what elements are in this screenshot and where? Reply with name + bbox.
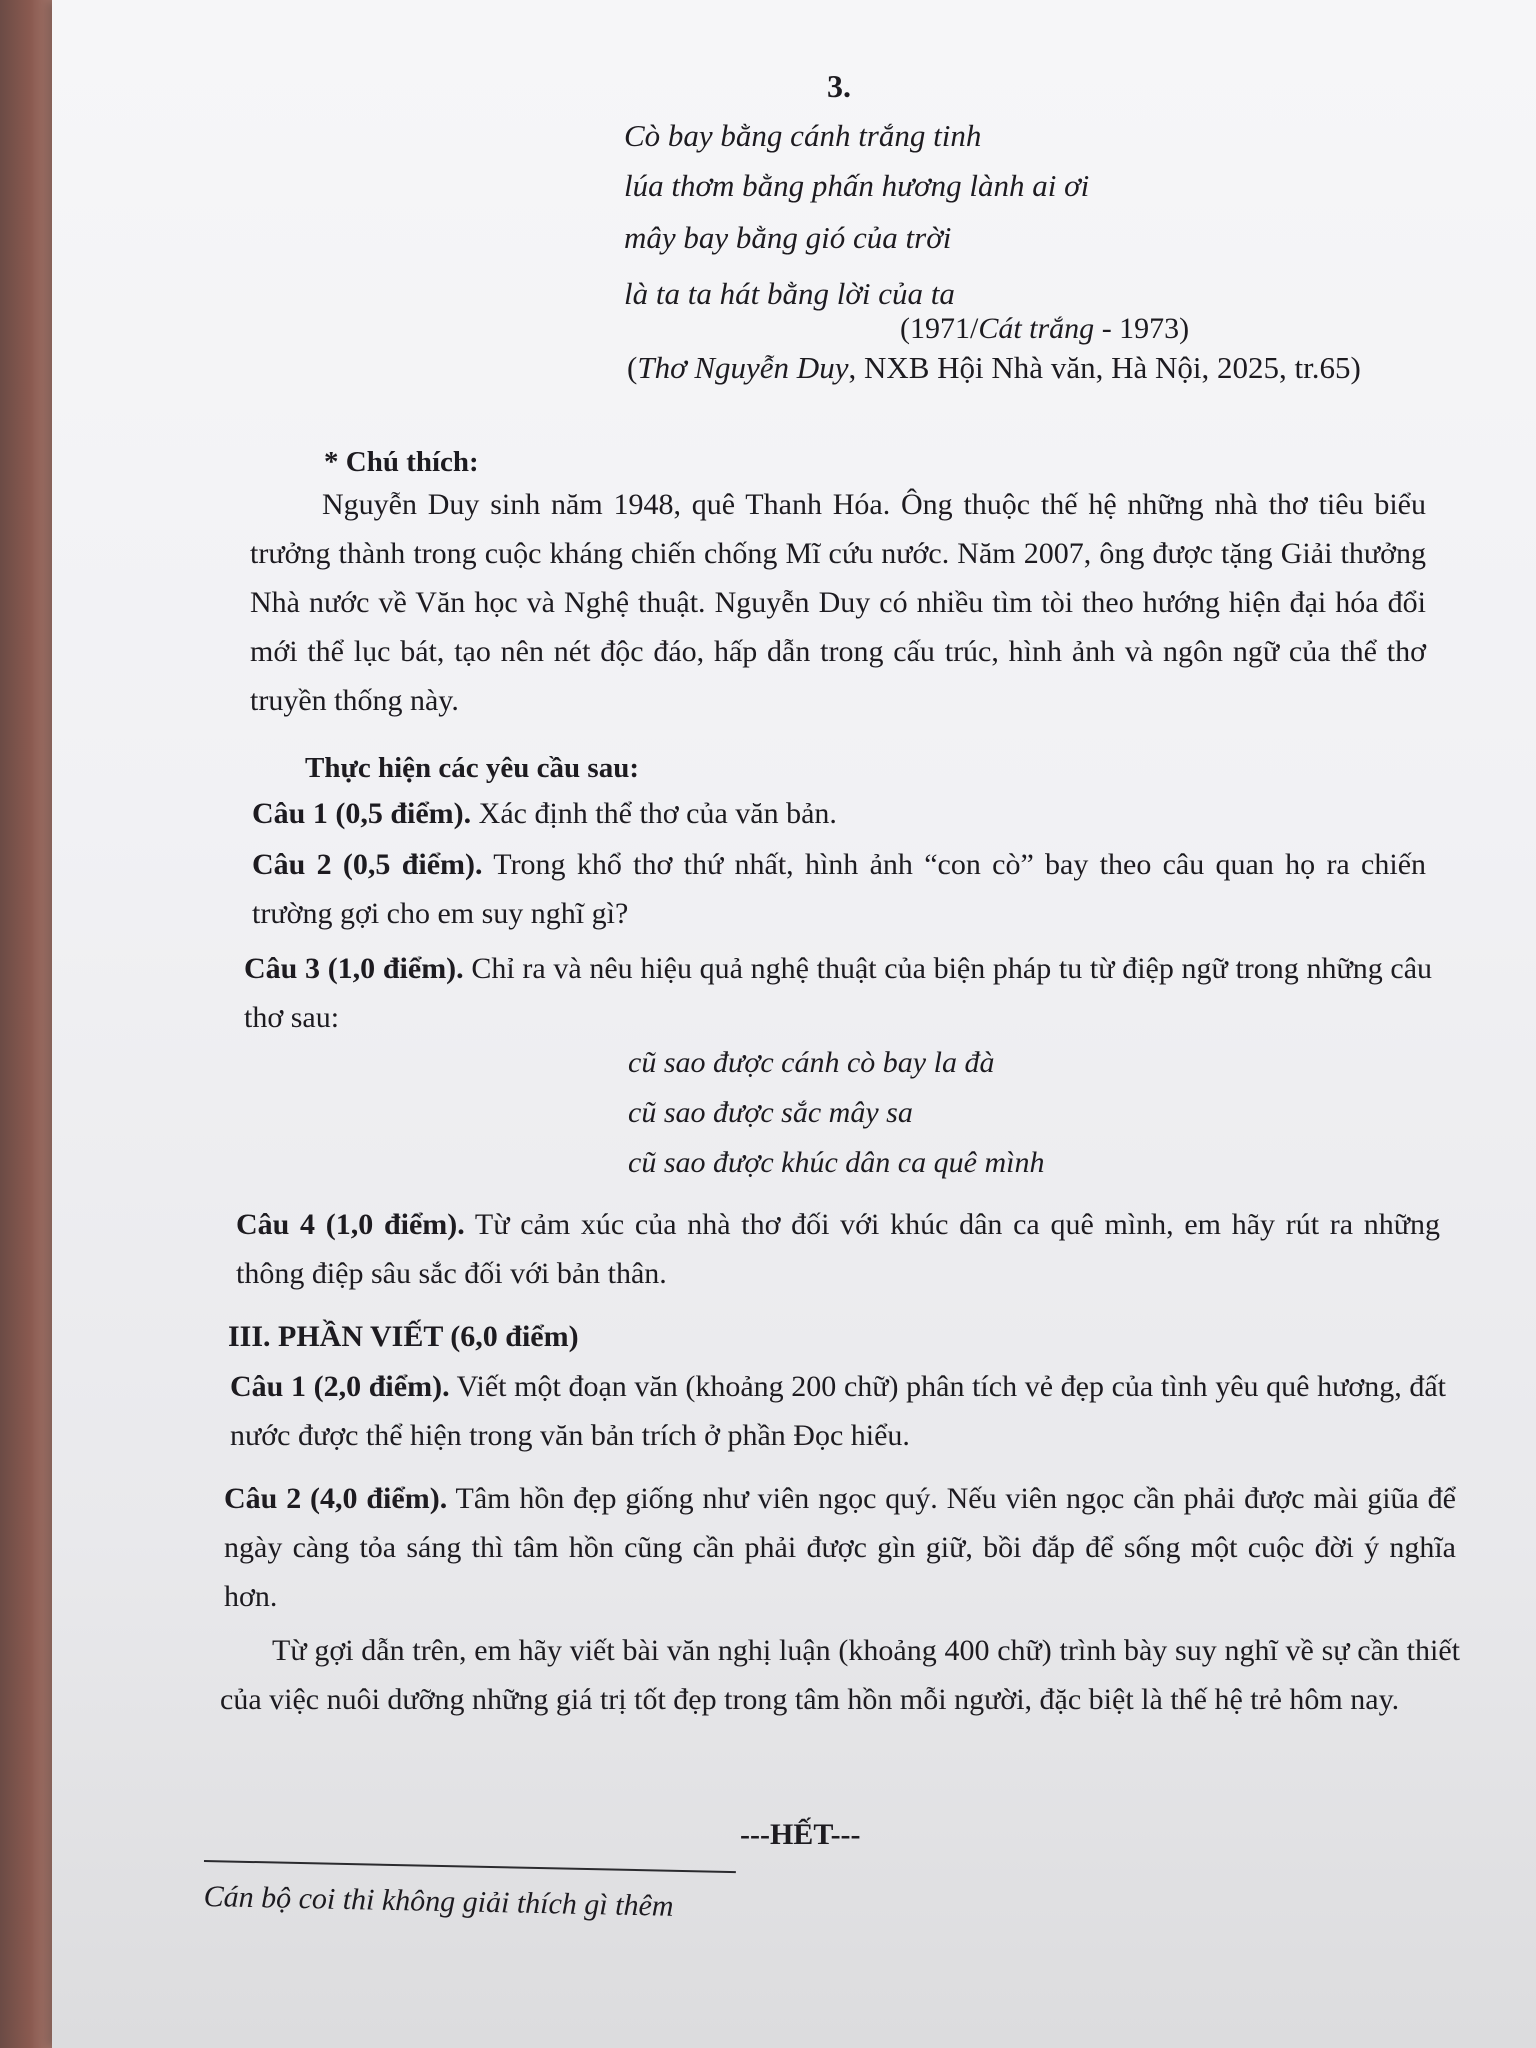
question-label: Câu 2 (0,5 điểm).	[252, 848, 483, 881]
question-text: Xác định thể thơ của văn bản.	[471, 797, 837, 830]
note-paragraph: Nguyễn Duy sinh năm 1948, quê Thanh Hóa. Ông thuộc thế hệ những nhà thơ tiêu biểu trưởng thành trong cuộc kháng chiến chống Mĩ cứu nước. Năm 2007, ông được tặng Giải thưởng Nhà nước về Văn học và Nghệ thuật. Nguyễn Duy có nhiều tìm tòi theo hướng hiện đại hóa đổi mới thể lục bát, tạo nên nét độc đáo, hấp dẫn trong cấu trúc, hình ảnh và ngôn ngữ của thể thơ truyền thống này.	[250, 488, 1426, 717]
writing-question-2-prompt: Từ gợi dẫn trên, em hãy viết bài văn nghị luận (khoảng 400 chữ) trình bày suy nghĩ về sự cần thiết của việc nuôi dưỡng những giá trị tốt đẹp trong tâm hồn mỗi người, đặc biệt là thế hệ trẻ hôm nay.	[220, 1634, 1460, 1716]
poem-line-1: Cò bay bằng cánh trắng tinh	[624, 118, 982, 153]
question-label: Câu 1 (2,0 điểm).	[230, 1370, 450, 1403]
quote-line-1: cũ sao được cánh cò bay la đà	[628, 1046, 995, 1079]
question-label: Câu 2 (4,0 điểm).	[224, 1482, 448, 1515]
footer-divider	[204, 1860, 736, 1873]
poem-number: 3.	[827, 68, 851, 104]
poem-source-title: Thơ Nguyễn Duy	[637, 350, 849, 385]
reading-question-4	[236, 1200, 1440, 1298]
poem-date-suffix: - 1973)	[1094, 312, 1190, 345]
question-text: Chỉ ra và nêu hiệu quả nghệ thuật của biện pháp tu từ điệp ngữ trong những câu thơ sau:	[244, 952, 1433, 1034]
poem-date-collection: Cát trắng	[978, 312, 1095, 345]
reading-question-1	[252, 797, 837, 831]
poem-line-3: mây bay bằng gió của trời	[624, 220, 952, 255]
quote-line-2: cũ sao được sắc mây sa	[628, 1096, 913, 1129]
question-text: Tâm hồn đẹp giống như viên ngọc quý. Nếu viên ngọc cần phải được mài giũa để ngày càng tỏa sáng thì tâm hồn cũng cần phải được gìn giữ, bồi đắp để sống một cuộc đời ý nghĩa hơn.	[224, 1482, 1457, 1613]
writing-question-2	[224, 1474, 1456, 1621]
question-text: Từ cảm xúc của nhà thơ đối với khúc dân ca quê mình, em hãy rút ra những thông điệp sâu sắc đối với bản thân.	[236, 1208, 1441, 1290]
poem-source	[627, 350, 1361, 386]
footer-note: Cán bộ coi thi không giải thích gì thêm	[203, 1880, 674, 1923]
quote-line-3: cũ sao được khúc dân ca quê mình	[628, 1146, 1045, 1179]
question-text: Trong khổ thơ thứ nhất, hình ảnh “con cò” bay theo câu quan họ ra chiến trường gợi cho em suy nghĩ gì?	[252, 848, 1427, 930]
poem-line-2: lúa thơm bằng phấn hương lành ai ơi	[624, 168, 1090, 203]
reading-question-2	[252, 840, 1426, 938]
question-label: Câu 3 (1,0 điểm).	[244, 952, 464, 985]
end-mark: ---HẾT---	[740, 1818, 861, 1851]
writing-section-heading: III. PHẦN VIẾT (6,0 điểm)	[228, 1320, 579, 1353]
exam-page	[52, 0, 1536, 2048]
question-text: Viết một đoạn văn (khoảng 200 chữ) phân tích vẻ đẹp của tình yêu quê hương, đất nước được thể hiện trong văn bản trích ở phần Đọc hiểu.	[230, 1370, 1447, 1452]
question-label: Câu 4 (1,0 điểm).	[236, 1208, 465, 1241]
poem-source-suffix: , NXB Hội Nhà văn, Hà Nội, 2025, tr.65)	[848, 350, 1361, 385]
poem-line-4: là ta ta hát bằng lời của ta	[624, 276, 955, 311]
poem-date-prefix: (1971/	[900, 312, 979, 345]
poem-date	[900, 312, 1189, 346]
note-heading: * Chú thích:	[324, 446, 479, 478]
writing-question-1	[230, 1362, 1446, 1460]
poem-source-prefix: (	[627, 350, 638, 385]
question-label: Câu 1 (0,5 điểm).	[252, 797, 472, 830]
task-heading: Thực hiện các yêu cầu sau:	[305, 752, 639, 784]
reading-question-3	[244, 944, 1432, 1042]
